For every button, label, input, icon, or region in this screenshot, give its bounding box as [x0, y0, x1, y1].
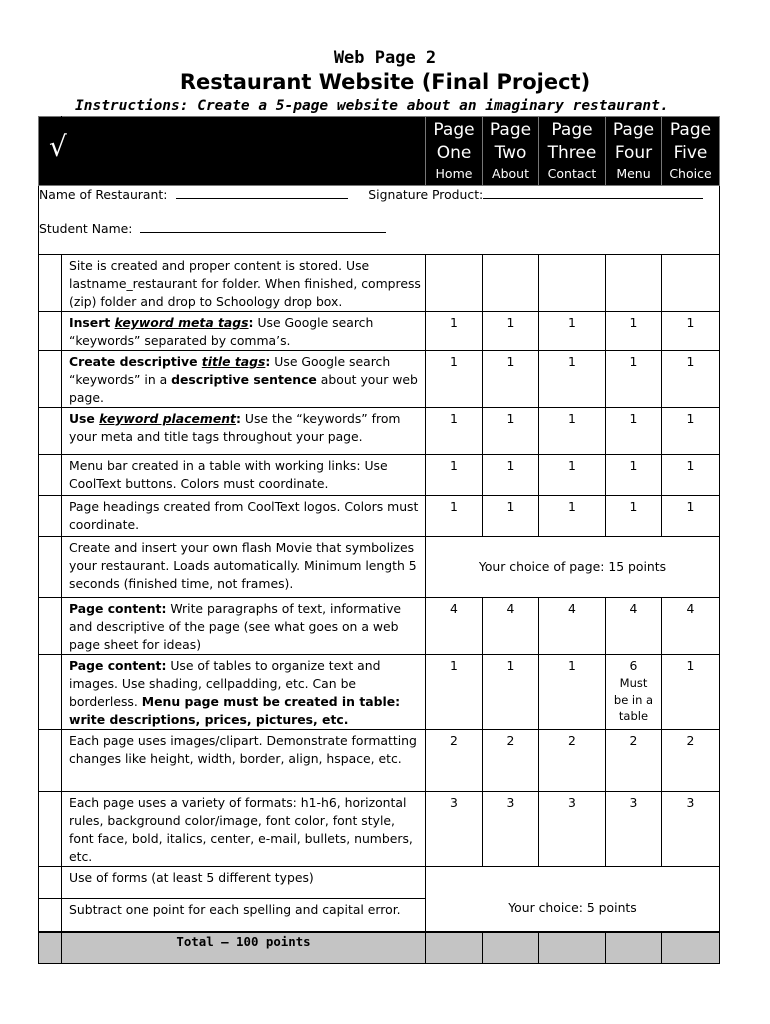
table-row	[39, 408, 720, 455]
check-cell[interactable]	[39, 655, 62, 730]
student-name-field[interactable]	[140, 220, 386, 233]
points-page-three: 3	[539, 792, 606, 867]
instructions: Instructions: Create a 5-page website about an imaginary restaurant.	[75, 98, 669, 114]
check-cell[interactable]	[39, 351, 62, 408]
table-row	[39, 455, 720, 496]
points-page-three: 1	[539, 496, 606, 537]
table-row	[39, 255, 720, 312]
restaurant-name-field[interactable]	[176, 186, 348, 199]
table-row	[39, 312, 720, 351]
points-page-one: 4	[426, 598, 483, 655]
header-page-three: Page Three Contact	[539, 117, 606, 186]
points-page-two: 1	[483, 455, 539, 496]
menu-table-note: Must be in a table	[613, 676, 654, 723]
points-page-one: 1	[426, 351, 483, 408]
points-page-two: 1	[483, 655, 539, 730]
check-cell[interactable]	[39, 408, 62, 455]
table-row	[39, 792, 720, 867]
points-page-two: 1	[483, 351, 539, 408]
check-cell[interactable]	[39, 455, 62, 496]
points-page-one: 3	[426, 792, 483, 867]
points-page-one: 1	[426, 408, 483, 455]
table-row	[39, 655, 720, 730]
points-page-two: 4	[483, 598, 539, 655]
points-page-one: 1	[426, 455, 483, 496]
points-page-three: 1	[539, 408, 606, 455]
criterion-text: Create descriptive title tags: Use Google search “keywords” in a descriptive sentence about your web page.	[62, 351, 426, 408]
check-cell[interactable]	[39, 598, 62, 655]
points-page-two: 1	[483, 496, 539, 537]
criterion-text: Use keyword placement: Use the “keywords” from your meta and title tags throughout your page.	[62, 408, 426, 455]
points-page-four: 1	[606, 351, 662, 408]
points-page-five: 1	[662, 351, 720, 408]
criterion-text: Page headings created from CoolText logos. Colors must coordinate.	[62, 496, 426, 537]
points-page-one: 1	[426, 496, 483, 537]
header-blank-cell	[62, 117, 426, 186]
criterion-text: Page content: Write paragraphs of text, informative and descriptive of the page (see what goes on a web page sheet for ideas)	[62, 598, 426, 655]
criterion-text: Each page uses images/clipart. Demonstrate formatting changes like height, width, border, align, hspace, etc.	[62, 730, 426, 792]
restaurant-name-label: Name of Restaurant:	[39, 187, 168, 202]
check-cell[interactable]	[39, 867, 62, 899]
points-page-four: 1	[606, 312, 662, 351]
points-page-two: 1	[483, 312, 539, 351]
check-mark-icon: √	[39, 117, 62, 186]
header-page-five: Page Five Choice	[662, 117, 720, 186]
points-page-five: 4	[662, 598, 720, 655]
student-name-cell	[39, 220, 720, 255]
points-page-four: 3	[606, 792, 662, 867]
criterion-text: Each page uses a variety of formats: h1-h6, horizontal rules, background color/image, font color, font style, font face, bold, italics, center, e-mail, bullets, numbers, etc.	[62, 792, 426, 867]
table-row	[39, 867, 720, 899]
points-page-three: 1	[539, 455, 606, 496]
points-page-three: 1	[539, 312, 606, 351]
check-cell[interactable]	[39, 537, 62, 598]
points-page-two: 1	[483, 408, 539, 455]
table-header-row	[39, 117, 720, 186]
points-page-one: 2	[426, 730, 483, 792]
table-row	[39, 537, 720, 598]
restaurant-info-row	[39, 186, 720, 221]
check-cell[interactable]	[39, 255, 62, 312]
rubric-table	[38, 116, 720, 964]
points-page-four: 1	[606, 455, 662, 496]
check-cell[interactable]	[39, 312, 62, 351]
merged-points-cell: Your choice of page: 15 points	[426, 537, 720, 598]
total-label: Total – 100 points	[62, 933, 426, 964]
merged-points-cell: Your choice: 5 points	[426, 867, 720, 932]
criterion-text: Page content: Use of tables to organize text and images. Use shading, cellpadding, etc. Can be borderless. Menu page must be created in table: write descriptions, prices, pictures, etc.	[62, 655, 426, 730]
points-page-one: 1	[426, 312, 483, 351]
title-line-1: Web Page 2	[333, 48, 437, 68]
criterion-text: Menu bar created in a table with working links: Use CoolText buttons. Colors must coordinate.	[62, 455, 426, 496]
criterion-text: Subtract one point for each spelling and capital error.	[62, 899, 426, 932]
check-cell[interactable]	[39, 899, 62, 932]
criterion-text: Insert keyword meta tags: Use Google search “keywords” separated by comma’s.	[62, 312, 426, 351]
points-page-four: 1	[606, 408, 662, 455]
table-row	[39, 351, 720, 408]
restaurant-info-cell	[39, 186, 720, 221]
signature-product-field[interactable]	[483, 186, 703, 199]
points-page-five: 1	[662, 408, 720, 455]
points-page-three: 1	[539, 655, 606, 730]
points-page-five: 1	[662, 455, 720, 496]
points-page-two: 2	[483, 730, 539, 792]
points-page-one: 1	[426, 655, 483, 730]
points-page-four: 2	[606, 730, 662, 792]
check-cell[interactable]	[39, 496, 62, 537]
criterion-text: Create and insert your own flash Movie that symbolizes your restaurant. Loads automatically. Minimum length 5 seconds (finished time, not frames).	[62, 537, 426, 598]
points-page-five: 1	[662, 655, 720, 730]
student-name-label: Student Name:	[39, 221, 133, 236]
points-page-three: 1	[539, 351, 606, 408]
student-name-row	[39, 220, 720, 255]
table-row	[39, 496, 720, 537]
points-page-four: 1	[606, 496, 662, 537]
header-page-four: Page Four Menu	[606, 117, 662, 186]
header-page-one: Page One Home	[426, 117, 483, 186]
points-page-five: 2	[662, 730, 720, 792]
table-row	[39, 730, 720, 792]
points-page-three: 4	[539, 598, 606, 655]
points-page-five: 3	[662, 792, 720, 867]
points-page-five: 1	[662, 496, 720, 537]
table-row	[39, 598, 720, 655]
check-cell[interactable]	[39, 792, 62, 867]
points-page-four: 4	[606, 598, 662, 655]
criterion-text: Site is created and proper content is stored. Use lastname_restaurant for folder. When finished, compress (zip) folder and drop to Schoology drop box.	[62, 255, 426, 312]
header-page-two: Page Two About	[483, 117, 539, 186]
check-cell[interactable]	[39, 730, 62, 792]
page-title: Restaurant Website (Final Project)	[179, 70, 591, 94]
total-row	[39, 933, 720, 964]
criterion-text: Use of forms (at least 5 different types)	[62, 867, 426, 899]
signature-product-label: Signature Product:	[368, 187, 484, 202]
check-cell[interactable]	[39, 933, 62, 964]
points-page-five: 1	[662, 312, 720, 351]
points-page-two: 3	[483, 792, 539, 867]
points-page-four: 6 Must be in a table	[606, 655, 662, 730]
points-page-three: 2	[539, 730, 606, 792]
